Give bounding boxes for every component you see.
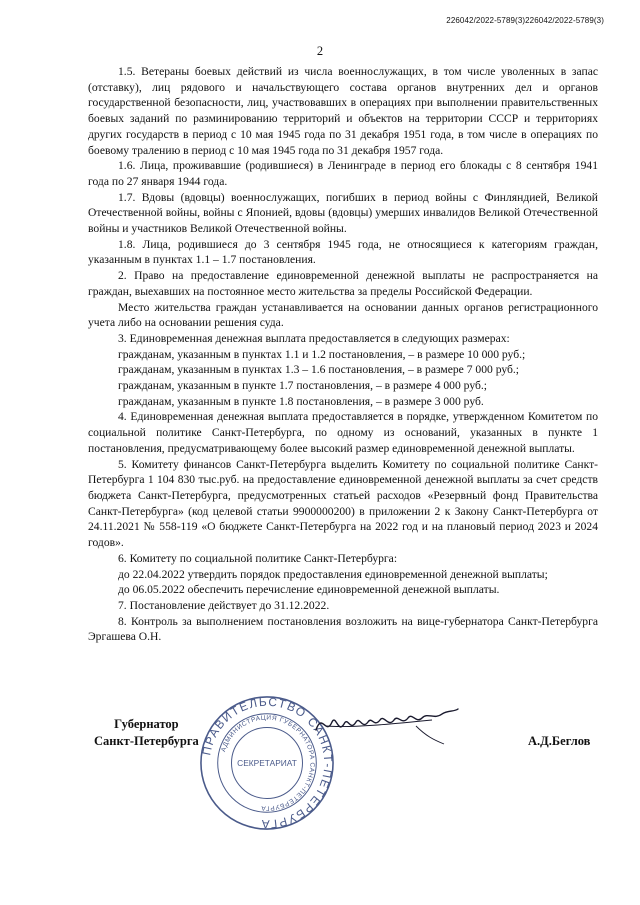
payment-amount-item: гражданам, указанным в пункте 1.8 постановления, – в размере 3 000 руб. (118, 394, 484, 408)
document-registration-stamp: 226042/2022-5789(3)226042/2022-5789(3) (446, 16, 604, 25)
paragraph-7: 7. Постановление действует до 31.12.2022. (118, 598, 330, 612)
paragraph-2: 2. Право на предоставление единовременной денежной выплаты не распространяется на граждан, выехавших на постоянное место жительства за пределы Российской Федерации. (88, 269, 598, 298)
paragraph-8: 8. Контроль за выполнением постановления возложить на вице-губернатора Санкт-Петербурга Эргашева О.Н. (88, 614, 598, 644)
handwritten-signature (312, 706, 460, 746)
paragraph-1-6: 1.6. Лица, проживавшие (родившиеся) в Ленинграде в период его блокады с 8 сентября 1941 года по 27 января 1944 года. (88, 159, 598, 188)
paragraph-1-7: 1.7. Вдовы (вдовцы) военнослужащих, погибших в период войны с Финляндией, Великой Отечественной войны, войны с Японией, вдовы (вдовцы) умерших инвалидов Великой Отечественной войны и участников Великой Отечественной войны. (88, 190, 598, 236)
signer-title-line2: Санкт-Петербурга (94, 734, 199, 748)
payment-amount-item: гражданам, указанным в пункте 1.7 постановления, – в размере 4 000 руб.; (118, 379, 487, 393)
paragraph-residence: Место жительства граждан устанавливается на основании данных органов регистрационного учета либо на основании решения суда. (88, 300, 598, 330)
signer-title-line1: Губернатор (114, 717, 179, 731)
paragraph-5: 5. Комитету финансов Санкт-Петербурга выделить Комитету по социальной политике Санкт-Петербурга 1 104 830 тыс.руб. на предоставление единовременной денежной выплаты за счет средств бюджета Санкт-Петербурга, предусмотренных статьей расходов «Резервный фонд Правительства Санкт-Петербурга» (код целевой статьи 9900000200) в приложении 2 к Закону Санкт-Петербурга от 24.11.2021 № 558-119 «О бюджете Санкт-Петербурга на 2022 год и на плановый период 2023 и 2024 годов». (88, 457, 598, 550)
paragraph-4: 4. Единовременная денежная выплата предоставляется в порядке, утвержденном Комитетом по социальной политике Санкт-Петербурга, по одному из оснований, указанных в пункте 1 постановления, предусматривающему более высокий размер единовременной денежной выплаты. (88, 410, 598, 455)
paragraph-6-item: до 22.04.2022 утвердить порядок предоставления единовременной денежной выплаты; (118, 567, 548, 581)
payment-amount-item: гражданам, указанным в пунктах 1.3 – 1.6 постановления, – в размере 7 000 руб.; (118, 363, 520, 377)
payment-amount-item: гражданам, указанным в пунктах 1.1 и 1.2 постановления, – в размере 10 000 руб.; (118, 347, 526, 361)
signer-title (94, 716, 199, 750)
paragraph-1-8: 1.8. Лица, родившиеся до 3 сентября 1945 года, не относящиеся к категориям граждан, указанным в пунктах 1.1 – 1.7 постановления. (88, 237, 598, 267)
signer-name: А.Д.Беглов (528, 734, 591, 748)
document-body (88, 64, 598, 645)
paragraph-6: 6. Комитету по социальной политике Санкт-Петербурга: (118, 551, 398, 565)
seal-inner-text: АДМИНИСТРАЦИЯ ГУБЕРНАТОРА САНКТ-ПЕТЕРБУРГА (220, 714, 316, 812)
paragraph-1-5: 1.5. Ветераны боевых действий из числа военнослужащих, в том числе уволенных в запас (отставку), лиц рядового и начальствующего состава органов внутренних дел и органов государственной безопасности, лиц, участвовавших в операциях при выполнении правительственных боевых заданий по разминированию территорий и объектов на территории СССР и территориях других государств в период с 10 мая 1945 года по 31 декабря 1951 года, в том числе в операциях по боевому тралению в период с 10 мая 1945 года по 31 декабря 1957 года. (88, 65, 598, 157)
paragraph-6-item: до 06.05.2022 обеспечить перечисление единовременной денежной выплаты. (118, 583, 500, 597)
paragraph-3: 3. Единовременная денежная выплата предоставляется в следующих размерах: (118, 331, 510, 345)
seal-outer-text: ПРАВИТЕЛЬСТВО САНКТ-ПЕТЕРБУРГА (199, 694, 336, 832)
seal-center-text: СЕКРЕТАРИАТ (237, 757, 297, 768)
signature-block (0, 694, 640, 886)
page-number: 2 (316, 44, 324, 58)
